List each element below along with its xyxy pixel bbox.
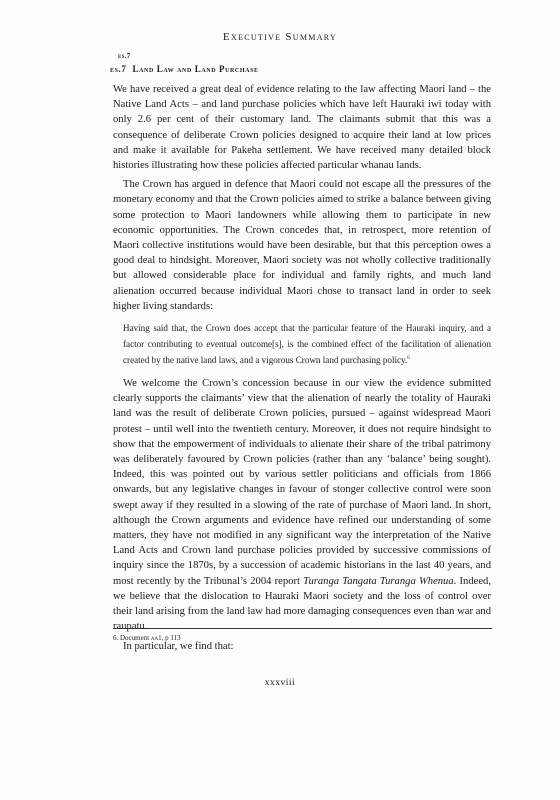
section-heading (110, 64, 490, 74)
body-paragraph (113, 376, 491, 634)
block-quote (123, 320, 491, 368)
body-paragraph: In particular, we find that: (123, 640, 234, 652)
body-text (113, 82, 491, 658)
section-heading-title: Land Law and Land Purchase (132, 64, 259, 74)
paragraph-text: . Indeed, we believe that the dislocation to Hauraki Maori society and the loss of control over their land arising from the land law had more damaging consequences even than war and raupatu. (113, 575, 491, 633)
page-number: xxxviii (264, 678, 296, 688)
footnote-rule (113, 628, 492, 629)
footnote-reference[interactable]: 6 (407, 356, 410, 362)
block-quote-text: Having said that, the Crown does accept that the particular feature of the Hauraki inquiry, and a factor contributing to eventual outcome[s], is the combined effect of the facilitation of alienation created by the native land laws, and a vigorous Crown land purchasing policy. (123, 323, 491, 366)
section-heading-number: es.7 (110, 64, 127, 74)
report-title-italic: Turanga Tangata Turanga Whenua (303, 575, 454, 587)
running-head: Executive Summary (222, 31, 338, 43)
body-paragraph: The Crown has argued in defence that Maori could not escape all the pressures of the monetary economy and that the Crown policies aimed to strike a balance between giving some protection to Maori landowners while allowing them to participate in new economic opportunities. The Crown concedes that, in retrospect, more retention of Maori collective institutions would have been desirable, but that this perception owes a good deal to hindsight. Moreover, Maori society was not wholly collective traditionally but allowed considerable place for individual and family rights, and much land alienation occurred because individual Maori chose to transact land in order to seek higher living standards: (113, 179, 491, 312)
footnote-page: , p 113 (161, 634, 181, 642)
footnote-text: Document (120, 634, 151, 642)
margin-section-marker: es.7 (118, 52, 131, 60)
footnote-number: 6. (113, 634, 119, 642)
footnote (113, 634, 492, 642)
paragraph-text: We welcome the Crown’s concession because in our view the evidence submitted clearly supports the claimants’ view that the alienation of nearly the totality of Hauraki land was the result of deliberate Crown policies, pursued – against widespread Maori protest – until well into the twentieth century. Moreover, it does not require hindsight to show that the empowerment of individuals to alienate their share of the tribal patrimony was deliberately favoured by Crown policies (rather than any ‘balance’ being sought). Indeed, this was pointed out by various settler politicians and officials from 1866 onwards, but any legislative changes in favour of stonger collective control were soon swept away if they resulted in a slowing of the rate of purchase of Maori land. In short, although the Crown arguments and evidence have refined our understanding of some matters, they have not modified in any significant way the interpretation of the Native Land Acts and Crown land purchase policies provided by successive commissions of inquiry since the 1870s, by a succession of academic historians in the last 40 years, and most recently by the Tribunal’s 2004 report (113, 378, 491, 587)
footnote-document-id: aa1 (150, 634, 162, 642)
body-paragraph: We have received a great deal of evidence relating to the law affecting Maori land – the Native Land Acts – and land purchase policies which have left Hauraki iwi today with only 2.6 per cent of their customary land. The claimants submit that this was a consequence of deliberate Crown policies designed to acquire their land at low prices and make it available for Pakeha settlement. We have received many detailed block histories illustrating how these policies affected particular whanau lands. (113, 84, 491, 172)
